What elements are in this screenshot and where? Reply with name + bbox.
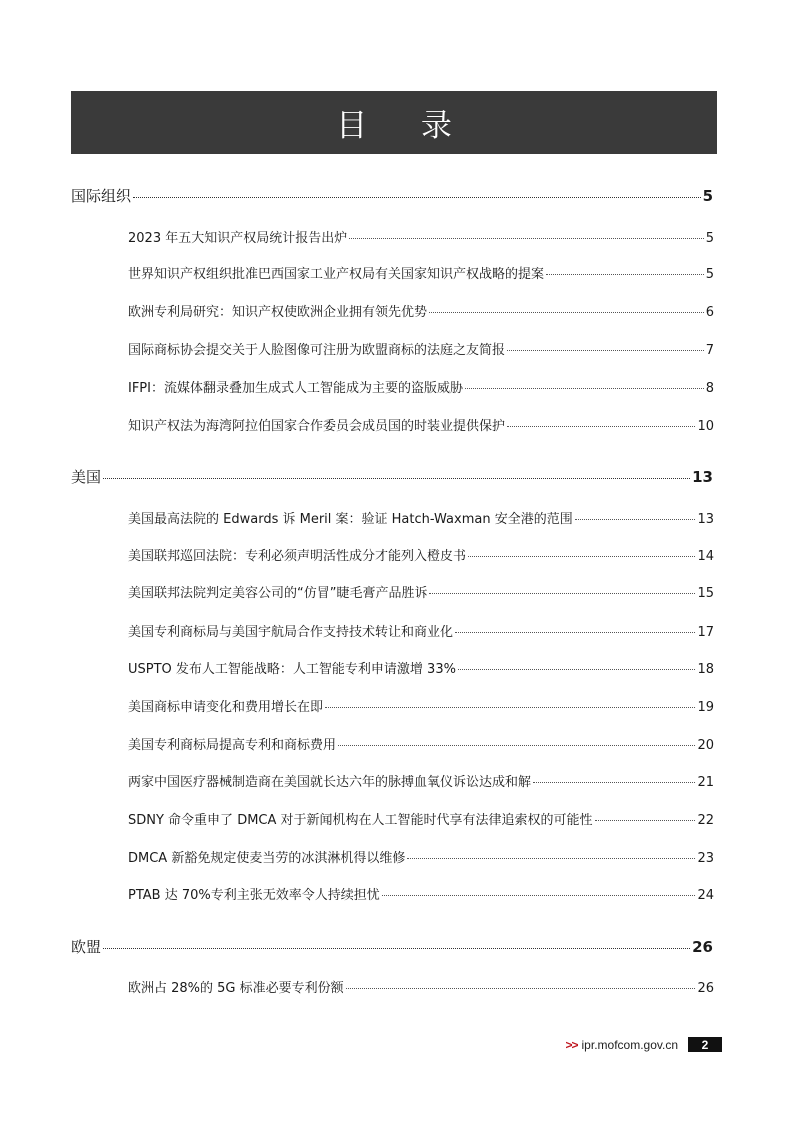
dot-leader (382, 895, 696, 896)
dot-leader (507, 350, 704, 351)
dot-leader (546, 274, 704, 275)
entry-title: 美国联邦巡回法院：专利必须声明活性成分才能列入橙皮书 (128, 549, 467, 564)
entry-title: 美国专利商标局与美国宇航局合作支持技术转让和商业化 (128, 625, 454, 640)
dot-leader (533, 782, 695, 783)
page-footer (566, 1037, 723, 1052)
toc-entry[interactable] (128, 582, 714, 601)
entry-page: 24 (697, 888, 714, 903)
entry-page: 5 (705, 231, 714, 246)
section-heading: 国际组织 (71, 187, 132, 205)
entry-page: 15 (697, 586, 714, 601)
entry-title: 美国专利商标局提高专利和商标费用 (128, 738, 337, 753)
entry-title: 两家中国医疗器械制造商在美国就长达六年的脉搏血氧仪诉讼达成和解 (128, 775, 532, 790)
entry-title: USPTO 发布人工智能战略：人工智能专利申请激增 33% (128, 662, 456, 677)
toc-entry[interactable] (128, 847, 714, 866)
dot-leader (429, 312, 704, 313)
entry-title: SDNY 命令重申了 DMCA 对于新闻机构在人工智能时代享有法律追索权的可能性 (128, 813, 593, 828)
entry-page: 8 (705, 381, 714, 396)
entry-page: 22 (697, 813, 714, 828)
toc-entry[interactable] (128, 263, 714, 282)
entry-title: 欧洲专利局研究：知识产权使欧洲企业拥有领先优势 (128, 305, 428, 320)
toc-section-usa[interactable] (71, 466, 713, 487)
dot-leader (468, 556, 695, 557)
entry-page: 18 (697, 662, 714, 677)
entry-page: 26 (697, 981, 714, 996)
entry-page: 13 (697, 512, 714, 527)
section-heading: 欧盟 (71, 938, 102, 956)
entry-title: 欧洲占 28%的 5G 标准必要专利份额 (128, 981, 344, 996)
toc-entry[interactable] (128, 621, 714, 640)
dot-leader (465, 388, 704, 389)
entry-title: 世界知识产权组织批准巴西国家工业产权局有关国家知识产权战略的提案 (128, 267, 545, 282)
dot-leader (458, 669, 696, 670)
toc-entry[interactable] (128, 545, 714, 564)
toc-section-eu[interactable] (71, 936, 713, 957)
section-heading: 美国 (71, 468, 102, 486)
dot-leader (346, 988, 696, 989)
toc-entry[interactable] (128, 696, 714, 715)
toc-entry[interactable] (128, 884, 714, 903)
toc-entry[interactable] (128, 771, 714, 790)
entry-page: 7 (705, 343, 714, 358)
entry-page: 10 (697, 419, 714, 434)
entry-title: 美国商标申请变化和费用增长在即 (128, 700, 324, 715)
entry-page: 5 (705, 267, 714, 282)
entry-title: IFPI：流媒体翻录叠加生成式人工智能成为主要的盗版威胁 (128, 381, 463, 396)
entry-title: 美国联邦法院判定美容公司的“仿冒”睫毛膏产品胜诉 (128, 586, 428, 601)
toc-entry[interactable] (128, 734, 714, 753)
entry-title: 美国最高法院的 Edwards 诉 Meril 案：验证 Hatch-Waxman 安全港的范围 (128, 512, 573, 527)
toc-entry[interactable] (128, 508, 714, 527)
entry-title: DMCA 新豁免规定使麦当劳的冰淇淋机得以维修 (128, 851, 406, 866)
dot-leader (325, 707, 695, 708)
entry-page: 17 (697, 625, 714, 640)
chevron-right-icon: >> (565, 1037, 578, 1052)
toc-entry[interactable] (128, 339, 714, 358)
entry-page: 20 (697, 738, 714, 753)
dot-leader (595, 820, 696, 821)
toc-entry[interactable] (128, 415, 714, 434)
toc-entry[interactable] (128, 377, 714, 396)
section-page: 26 (692, 938, 713, 956)
toc-entry[interactable] (128, 809, 714, 828)
dot-leader (429, 593, 695, 594)
entry-title: 2023 年五大知识产权局统计报告出炉 (128, 231, 348, 246)
entry-page: 19 (697, 700, 714, 715)
toc-entry[interactable] (128, 227, 714, 246)
entry-page: 14 (697, 549, 714, 564)
toc-entry[interactable] (128, 658, 714, 677)
toc-section-international[interactable] (71, 185, 713, 206)
section-page: 13 (692, 468, 713, 486)
dot-leader (507, 426, 695, 427)
toc-title: 目 录 (336, 108, 474, 144)
entry-title: PTAB 达 70%专利主张无效率令人持续担忧 (128, 888, 380, 903)
dot-leader (338, 745, 695, 746)
dot-leader (349, 238, 704, 239)
dot-leader (103, 948, 690, 949)
dot-leader (103, 478, 690, 479)
toc-entry[interactable] (128, 301, 714, 320)
dot-leader (455, 632, 695, 633)
entry-page: 21 (697, 775, 714, 790)
entry-page: 6 (705, 305, 714, 320)
entry-title: 国际商标协会提交关于人脸图像可注册为欧盟商标的法庭之友简报 (128, 343, 506, 358)
dot-leader (133, 197, 701, 198)
toc-title-banner (71, 91, 717, 154)
footer-site-link[interactable]: ipr.mofcom.gov.cn (581, 1037, 678, 1052)
entry-title: 知识产权法为海湾阿拉伯国家合作委员会成员国的时装业提供保护 (128, 419, 506, 434)
section-page: 5 (702, 187, 713, 205)
toc-entry[interactable] (128, 977, 714, 996)
dot-leader (407, 858, 695, 859)
dot-leader (575, 519, 696, 520)
entry-page: 23 (697, 851, 714, 866)
page-number: 2 (688, 1037, 722, 1052)
